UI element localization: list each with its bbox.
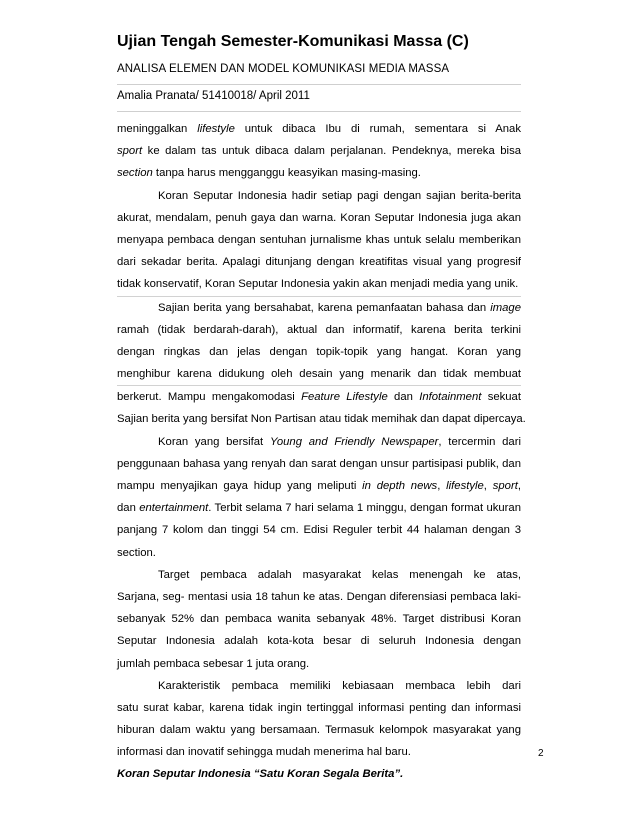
header-rule-2	[117, 111, 521, 112]
body-line	[117, 319, 521, 341]
body-text-run: Karakteristik pembaca memiliki kebiasaan membaca lebih dari	[158, 679, 521, 692]
body-text-run: Koran Seputar Indonesia hadir setiap pagi dengan sajian berita-berita	[158, 189, 521, 202]
body-line	[117, 497, 521, 519]
body-text-run: panjang 7 kolom dan tinggi 54 cm. Edisi Reguler terbit 44 halaman dengan 3	[117, 524, 521, 537]
body-line	[117, 408, 526, 430]
body-line	[117, 273, 521, 296]
body-text-run: tidak konservatif, Koran Seputar Indonesia yakin akan menjadi media yang unik.	[117, 278, 519, 291]
body-line	[117, 297, 521, 319]
body-line	[117, 185, 521, 207]
body-text-run: Feature Lifestyle	[301, 391, 388, 404]
body-text-run: ,	[437, 480, 447, 492]
body-line	[117, 608, 521, 630]
body-text-run: hiburan dalam waktu yang bersamaan. Termasuk kelompok masyarakat yang	[117, 724, 521, 737]
body-line	[117, 564, 521, 586]
body-line	[117, 475, 521, 497]
body-text-run: akurat, mendalam, penuh gaya dan warna. Koran Seputar Indonesia juga akan	[117, 211, 521, 224]
body-text-run: meninggalkan	[117, 123, 198, 135]
body-text-run: section	[117, 167, 153, 180]
body-text-run: Infotainment	[419, 391, 482, 404]
body-line	[117, 341, 521, 363]
body-text-run: jumlah pembaca sebesar 1 juta orang.	[117, 657, 310, 670]
body-line	[117, 719, 521, 741]
body-line	[117, 118, 521, 140]
body-text-run: Koran Seputar Indonesia “Satu Koran Segala Berita”.	[117, 768, 404, 781]
body-text-run: Target pembaca adalah masyarakat kelas menengah ke atas,	[158, 568, 521, 581]
body-line	[117, 140, 521, 162]
body-text-run: ,	[483, 480, 493, 492]
body-text-run: ramah (tidak berdarah-darah), aktual dan informatif, karena berita terkini	[117, 323, 521, 336]
body-text-run: lifestyle	[446, 480, 484, 492]
body-text	[117, 118, 526, 786]
header-title: Ujian Tengah Semester-Komunikasi Massa (C)	[117, 33, 469, 50]
body-line	[117, 630, 521, 652]
body-text-run: , tercermin dari	[438, 435, 521, 448]
page-number: 2	[538, 748, 544, 759]
body-line	[117, 586, 521, 608]
body-line	[117, 363, 521, 386]
header-rule-1	[117, 84, 521, 85]
body-text-run: in depth news	[362, 480, 438, 492]
body-text-run: sekuat	[487, 391, 521, 404]
body-line	[117, 697, 521, 719]
body-text-run: section.	[117, 546, 156, 559]
body-line	[117, 675, 521, 697]
body-text-run: dengan ringkas dan jelas dengan topik-topik yang hangat. Koran yang	[117, 345, 521, 358]
body-text-run: dan	[387, 391, 420, 404]
body-text-run: Koran yang bersifat	[158, 435, 270, 448]
header-subtitle: ANALISA ELEMEN DAN MODEL KOMUNIKASI MEDIA MASSA	[117, 63, 450, 75]
body-text-run: Sajian berita yang bersahabat, karena pemanfaatan bahasa dan	[158, 301, 491, 314]
body-line	[117, 741, 521, 763]
body-line	[117, 542, 521, 564]
body-text-run: lifestyle	[197, 123, 235, 135]
body-text-run: mampu menyajikan gaya hidup yang meliputi	[117, 480, 363, 492]
body-text-run: Young and Friendly Newspaper	[269, 435, 439, 448]
body-line	[117, 251, 521, 273]
body-text-run: satu surat kabar, karena tidak ingin tertinggal informasi penting dan informasi	[117, 701, 521, 714]
body-text-run: informasi dan inovatif sehingga mudah menerima hal baru.	[117, 746, 411, 759]
body-text-run: image	[490, 301, 521, 314]
body-line	[117, 431, 521, 453]
body-line	[117, 229, 521, 251]
body-text-run: sport	[492, 480, 518, 492]
body-text-run: dan	[117, 502, 140, 515]
body-text-run: sebanyak 52% dan pembaca wanita sebanyak 48%. Target distribusi Koran	[117, 613, 521, 626]
body-text-run: Seputar Indonesia adalah kota-kota besar di seluruh Indonesia dengan	[117, 635, 521, 648]
body-text-run: menghibur karena didukung oleh desain yang menarik dan tidak membuat	[117, 368, 521, 381]
body-line	[117, 519, 521, 541]
body-line	[117, 207, 521, 229]
body-text-run: entertainment	[139, 502, 209, 515]
body-text-run: ke dalam tas untuk dibaca dalam perjalanan. Pendeknya, mereka bisa	[147, 145, 521, 158]
body-line	[117, 453, 521, 475]
body-text-run: menyapa pembaca dengan sentuhan jurnalisme khas untuk selalu memberikan	[117, 233, 521, 246]
body-line	[117, 763, 521, 785]
body-text-run: dari sekadar berita. Apalagi ditunjang dengan kreatifitas visual yang progresif	[117, 256, 521, 269]
body-text-run: ,	[517, 480, 521, 492]
body-text-run: Sajian berita yang bersifat Non Partisan atau tidak memihak dan dapat dipercaya.	[117, 413, 526, 426]
header-author-line: Amalia Pranata/ 51410018/ April 2011	[117, 90, 310, 102]
body-text-run: sport	[117, 145, 143, 158]
body-text-run: penggunaan bahasa yang renyah dan sarat dengan unsur partisipasi publik, dan	[117, 457, 521, 470]
body-text-run: Sarjana, seg- mentasi usia 18 tahun ke atas. Dengan diferensiasi pembaca laki-	[117, 590, 521, 603]
body-text-run: untuk dibaca Ibu di rumah, sementara si Anak	[244, 123, 521, 135]
body-line	[117, 162, 521, 184]
body-text-run: . Terbit selama 7 hari selama 1 minggu, dengan format ukuran	[208, 502, 521, 515]
body-text-run: berkerut. Mampu mengakomodasi	[117, 391, 302, 404]
body-line	[117, 653, 521, 675]
body-line	[117, 386, 521, 408]
body-text-run: tanpa harus mengganggu keasyikan masing-masing.	[152, 167, 421, 180]
